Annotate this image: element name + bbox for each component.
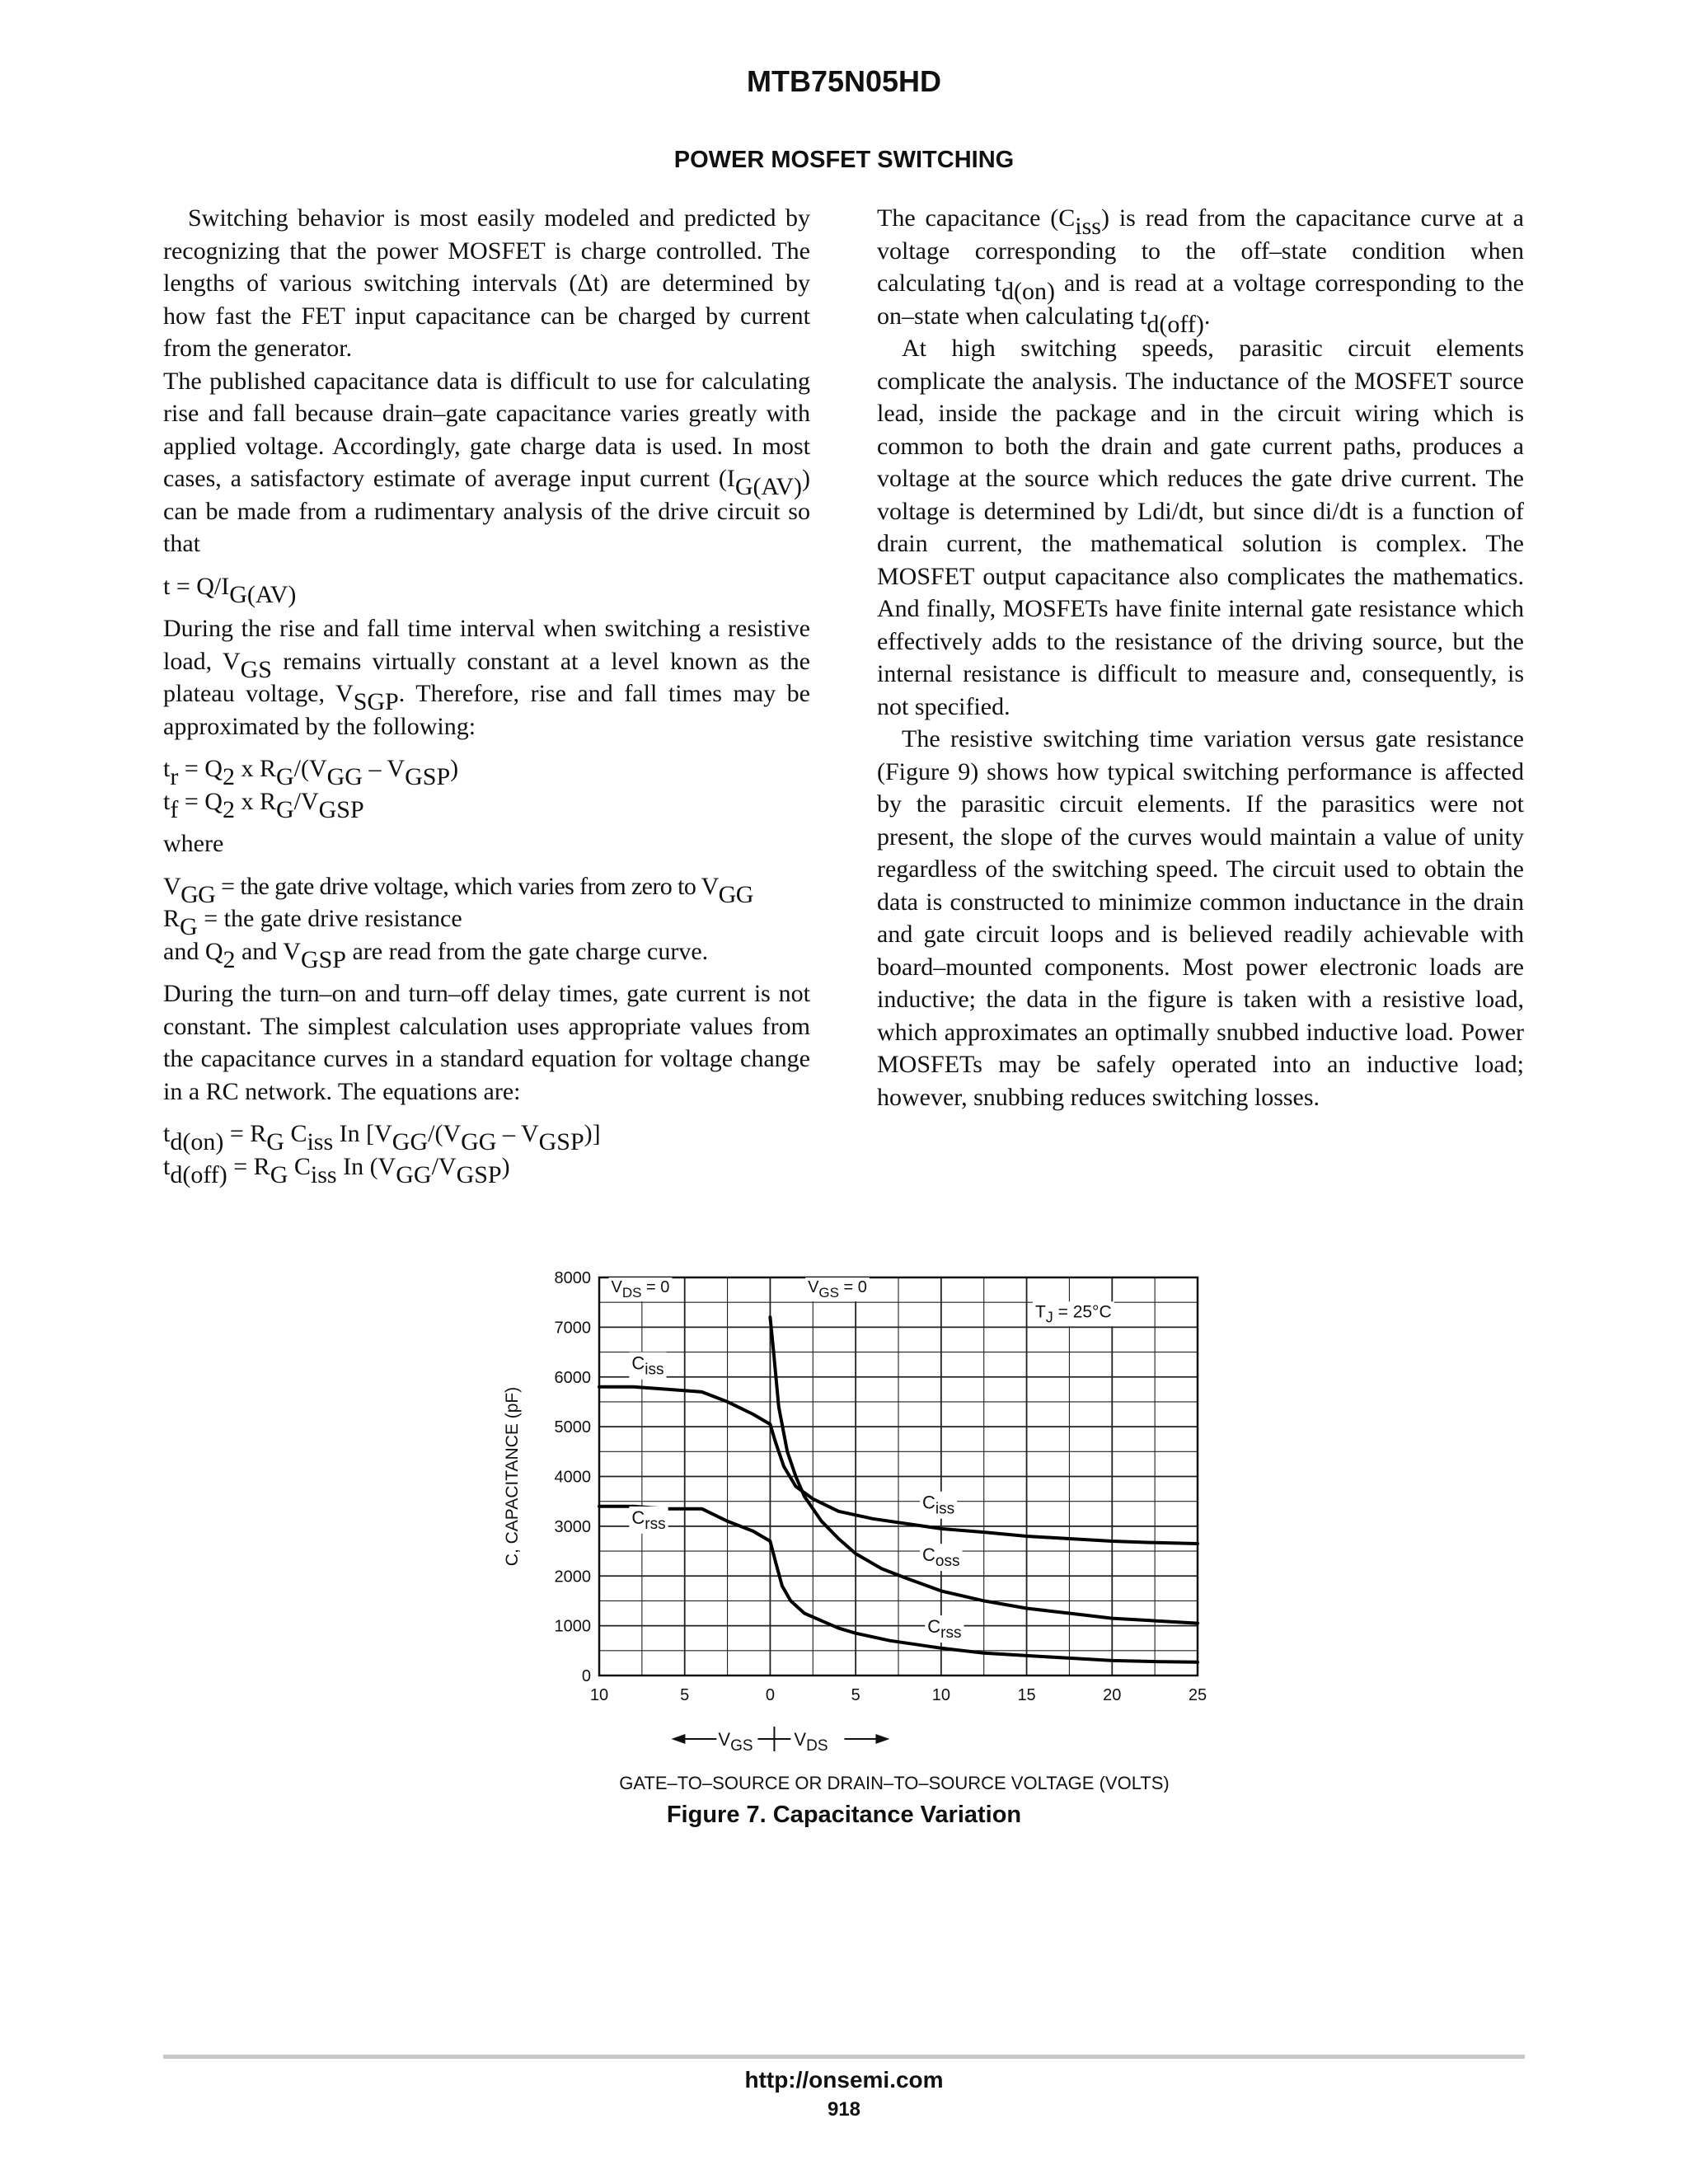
- vds-zero-annotation: $V_{DS} = 0$: [611, 1278, 670, 1301]
- equation-tf: $t_f = Q_2$ x $R_G/V_{GSP}$: [163, 787, 364, 823]
- y-tick-label: 7000: [554, 1319, 591, 1338]
- y-tick-label: 1000: [554, 1617, 591, 1636]
- y-tick-label: 8000: [554, 1269, 591, 1287]
- x-tick-label: 25: [1188, 1686, 1207, 1704]
- y-tick-label: 4000: [554, 1468, 591, 1487]
- paragraph: Switching behavior is most easily modeled and predicted by recognizing that the power MOSFET is charge controlled. The lengths of various switching intervals (Δt) are determined by how fast the FET input capacitance can be charged by current from the generator.: [163, 204, 810, 362]
- ciss-left-label: Ciss: [631, 1352, 664, 1379]
- left-column: [163, 202, 810, 1188]
- where-label: where: [163, 830, 224, 857]
- figure-caption: Figure 7. Capacitance Variation: [666, 1802, 1022, 1828]
- junction-temperature-annotation: TJ = 25°C: [1034, 1302, 1112, 1326]
- y-tick-label: 6000: [554, 1368, 591, 1387]
- document-title: MTB75N05HD: [746, 64, 942, 98]
- x-axis-label: GATE–TO–SOURCE OR DRAIN–TO–SOURCE VOLTAGE (VOLTS): [619, 1773, 1170, 1793]
- vgs-zero-annotation: $V_{GS} = 0$: [808, 1278, 867, 1301]
- footer-url: http://onsemi.com: [744, 2067, 944, 2093]
- vgs-direction-label: VGS: [718, 1729, 753, 1755]
- definition-rg: $R_G$ = the gate drive resistance: [163, 905, 462, 940]
- y-tick-label: 5000: [554, 1418, 591, 1437]
- vds-direction-label: VDS: [794, 1729, 828, 1755]
- paragraph: The resistive switching time variation versus gate resistance (Figure 9) shows how typical switching performance is affected by the parasitic circuit elements. If the parasitics were not present, the slope of the curves would maintain a value of unity regardless of the switching speed. The circuit used to obtain the data is constructed to minimize common inductance in the drain and gate circuit loops and is believed readily achievable with board–mounted components. Most power electronic loads are inductive; the data in the figure is taken with a resistive load, which approximates an optimally snubbed inductive load. Power MOSFETs may be safely operated into an inductive load; however, snubbing reduces switching losses.: [877, 725, 1524, 1111]
- definition-vgg: $V_{GG}$ = the gate drive voltage, which varies from zero to $V_{GG}$: [163, 872, 753, 908]
- paragraph: During the turn–on and turn–off delay times, gate current is not constant. The simplest calculation uses appropriate values from the capacitance curves in a standard equation for voltage change in a RC network. The equations are:: [163, 980, 810, 1105]
- chart-canvas: [495, 1249, 1220, 1793]
- x-tick-label: 0: [765, 1686, 775, 1704]
- equation-tr: $t_r = Q_2$ x $R_G/(V_{GG} - V_{GSP})$: [163, 755, 459, 790]
- y-tick-label: 3000: [554, 1517, 591, 1536]
- x-tick-label: 5: [680, 1686, 690, 1704]
- equation-tdon: $t_{d(on)} = R_G$ $C_{iss}$ In $[V_{GG}/(V_{GG} - V_{GSP})]$: [163, 1120, 601, 1155]
- x-tick-label: 10: [589, 1686, 609, 1704]
- y-axis-label: C, CAPACITANCE (pF): [503, 1386, 522, 1567]
- footer-divider: [163, 2055, 1525, 2059]
- arrow-right-head: [875, 1734, 889, 1744]
- ciss-right-label: Ciss: [922, 1492, 955, 1518]
- right-column: [877, 202, 1524, 1113]
- x-tick-label: 15: [1017, 1686, 1036, 1704]
- definition-q2: and $Q_2$ and $V_{GSP}$ are read from the gate charge curve.: [163, 937, 709, 973]
- arrow-left-head: [671, 1734, 685, 1744]
- x-tick-label: 20: [1103, 1686, 1122, 1704]
- page-number: 918: [827, 2098, 861, 2121]
- y-tick-label: 0: [581, 1667, 591, 1685]
- paragraph: During the rise and fall time interval when switching a resistive load, $V_{GS}$ remains virtually constant at a level known as the plateau voltage, $V_{SGP}$. Therefore, rise and fall times may be approximated by the following:: [163, 615, 810, 740]
- crss-left-label: Crss: [631, 1507, 666, 1533]
- section-heading: POWER MOSFET SWITCHING: [673, 147, 1015, 173]
- equation-t: $t = Q/I_{G(AV)}$: [163, 572, 297, 608]
- crss-right-label: Crss: [927, 1616, 962, 1643]
- y-tick-label: 2000: [554, 1568, 591, 1586]
- capacitance-chart: [495, 1249, 1220, 1793]
- paragraph: At high switching speeds, parasitic circuit elements complicate the analysis. The inductance of the MOSFET source lead, inside the package and in the circuit wiring which is common to both the drain and gate current paths, produces a voltage at the source which reduces the gate drive current. The voltage is determined by Ldi/dt, but since di/dt is a function of drain current, the mathematical solution is complex. The MOSFET output capacitance also complicates the mathematics. And finally, MOSFETs have finite internal gate resistance which effectively adds to the resistance of the driving source, but the internal resistance is difficult to measure and, consequently, is not specified.: [877, 335, 1524, 720]
- x-tick-label: 5: [851, 1686, 860, 1704]
- equation-tdoff: $t_{d(off)} = R_G$ $C_{iss}$ In $(V_{GG}/V_{GSP})$: [163, 1152, 510, 1188]
- x-tick-label: 10: [931, 1686, 950, 1704]
- paragraph: The published capacitance data is difficult to use for calculating rise and fall because drain–gate capacitance varies greatly with applied voltage. Accordingly, gate charge data is used. In most cases, a satisfactory estimate of average input current $(I_{G(AV)})$ can be made from a rudimentary analysis of the drive circuit so that: [163, 367, 810, 557]
- coss-right-label: Coss: [922, 1544, 960, 1571]
- paragraph: The capacitance $(C_{iss})$ is read from the capacitance curve at a voltage corresponding to the off–state condition when calculating $t_{d(on)}$ and is read at a voltage corresponding to the on–state when calculating $t_{d(off)}$.: [877, 204, 1524, 338]
